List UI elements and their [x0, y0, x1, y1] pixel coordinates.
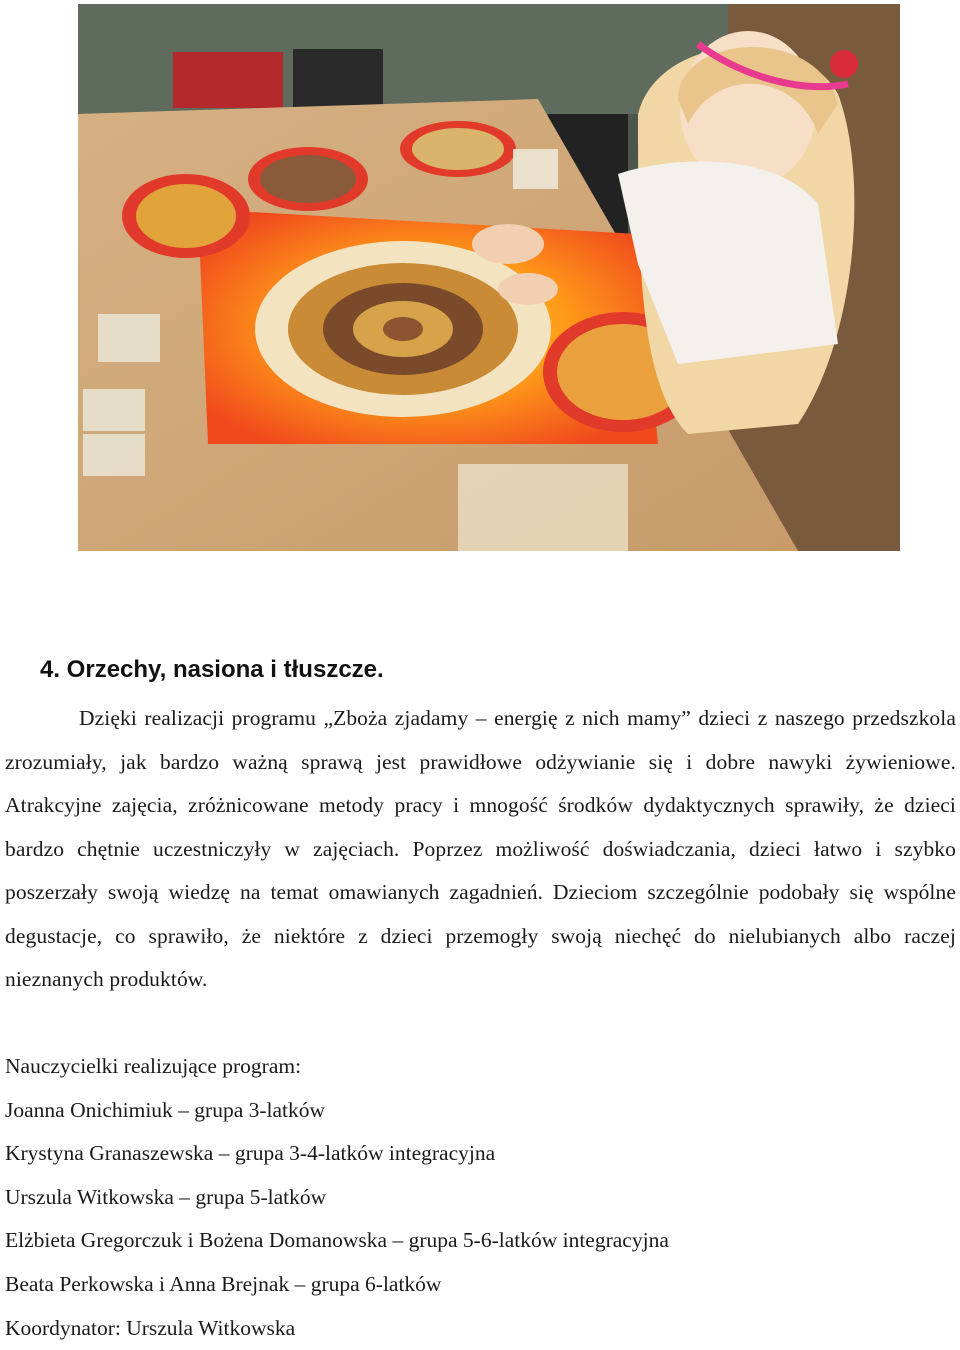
body-paragraph [5, 697, 956, 1002]
teacher-line: Krystyna Granaszewska – grupa 3-4-latków integracyjna [5, 1141, 496, 1166]
teacher-line: Joanna Onichimiuk – grupa 3-latków [5, 1097, 326, 1122]
teacher-line: Beata Perkowska i Anna Brejnak – grupa 6-latków [5, 1271, 442, 1296]
photo [78, 4, 900, 551]
teachers-list [5, 1045, 956, 1350]
paragraph-text: Dzięki realizacji programu „Zboża zjadamy – energię z nich mamy” dzieci z naszego przedszkola zrozumiały, jak bardzo ważną sprawą jest prawidłowe odżywianie się i dobre nawyki żywieniowe. Atrakcyjne zajęcia, zróżnicowane metody pracy i mnogość środków dydaktycznych sprawiły, że dzieci bardzo chętnie uczestniczyły w zajęciach. Poprzez możliwość doświadczania, dzieci łatwo i szybko poszerzały swoją wiedzę na temat omawianych zagadnień. Dzieciom szczególnie podobały się wspólne degustacje, co sprawiło, że niektóre z dzieci przemogły swoją niechęć do nielubianych albo raczej nieznanych produktów. [5, 706, 956, 991]
section-heading: 4. Orzechy, nasiona i tłuszcze. [40, 656, 384, 683]
photo-illustration [78, 4, 900, 551]
teacher-line: Urszula Witkowska – grupa 5-latków [5, 1184, 327, 1209]
teacher-line: Elżbieta Gregorczuk i Bożena Domanowska – grupa 5-6-latków integracyjna [5, 1228, 669, 1253]
coordinator-line: Koordynator: Urszula Witkowska [5, 1315, 296, 1340]
teachers-title: Nauczycielki realizujące program: [5, 1054, 302, 1078]
